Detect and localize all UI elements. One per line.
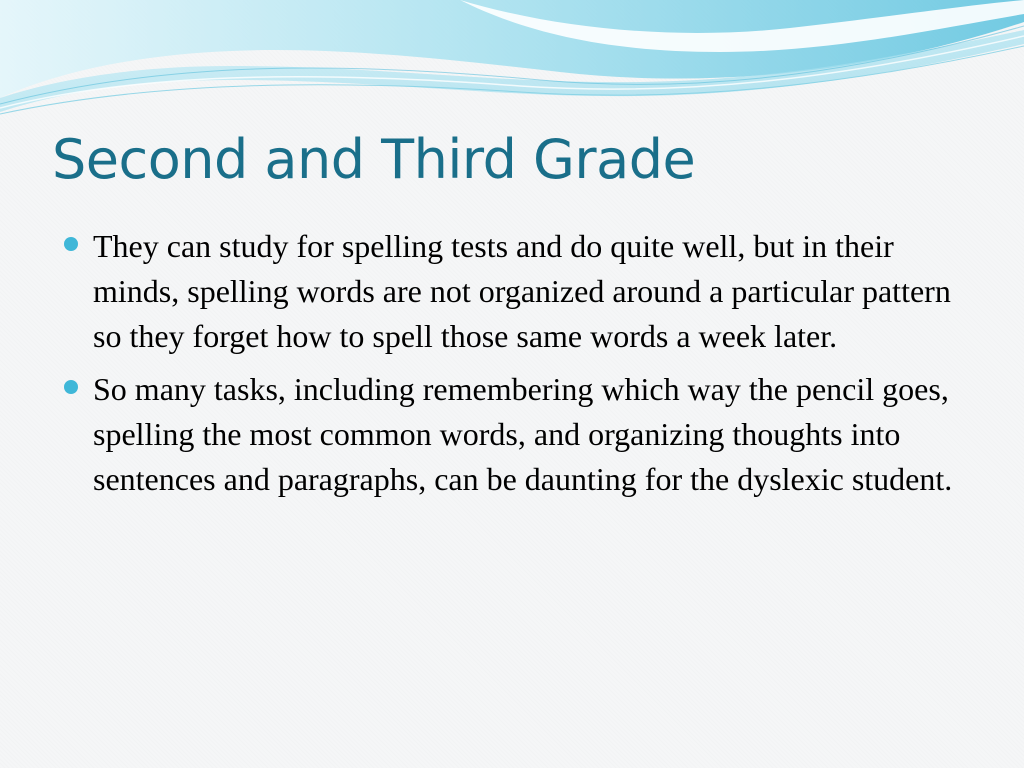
bullet-text: So many tasks, including remembering which way the pencil goes, spelling the most common words, and organizing thoughts into sentences and paragraphs, can be daunting for the dyslexic student. [93, 371, 953, 497]
wave-header-decoration [0, 0, 1024, 130]
bullet-item [62, 224, 962, 359]
bullet-item [62, 367, 962, 502]
bullet-list [62, 224, 962, 510]
bullet-text: They can study for spelling tests and do quite well, but in their minds, spelling words are not organized around a particular pattern so they forget how to spell those same words a week later. [93, 228, 951, 354]
bullet-icon [64, 237, 78, 251]
bullet-icon [64, 380, 78, 394]
slide-title: Second and Third Grade [52, 128, 696, 191]
